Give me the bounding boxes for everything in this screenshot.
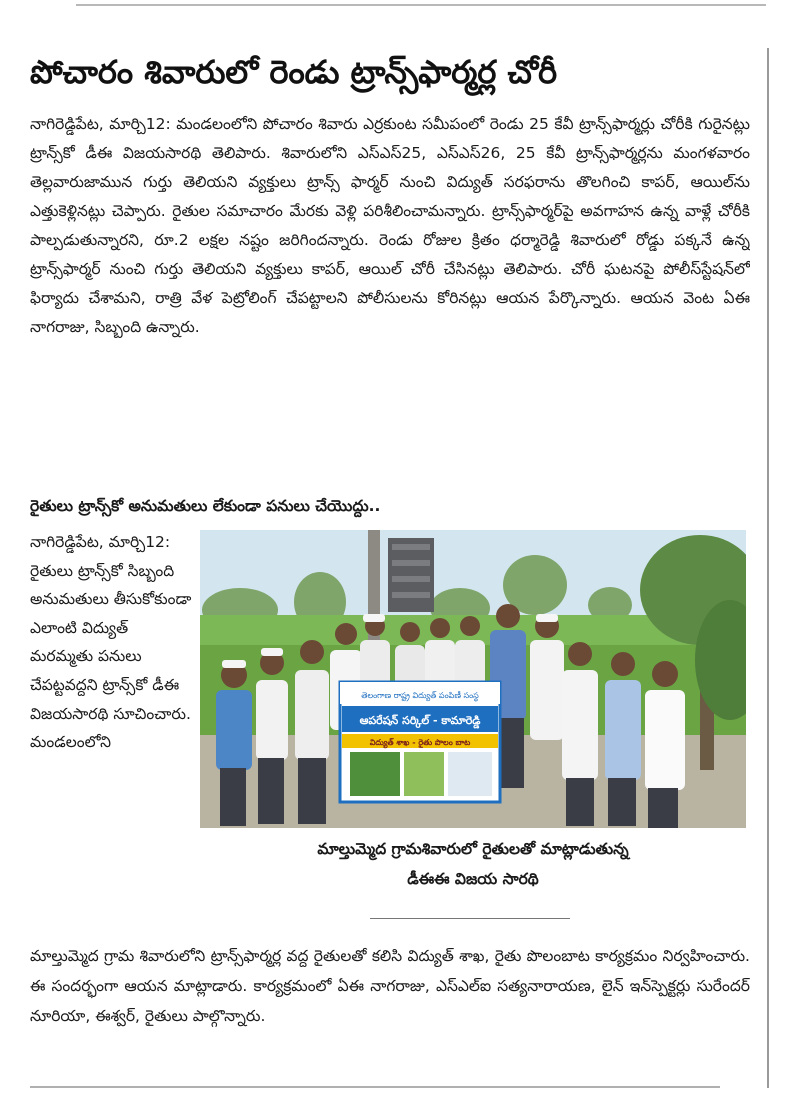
photo-illustration <box>200 530 746 828</box>
banner-subtitle: ఆపరేషన్ సర్కిల్ - కామారెడ్డి <box>359 714 481 727</box>
bottom-rule <box>30 1086 720 1088</box>
article-subheading: రైతులు ట్రాన్స్‌కో అనుమతులు లేకుండా పనులు చేయొద్దు.. <box>30 497 381 515</box>
column-rule <box>767 48 769 1088</box>
caption-line-1: మాల్తుమ్మెద గ్రామశివారులో రైతులతో మాట్లాడుతున్న <box>317 840 629 858</box>
caption-rule <box>370 918 570 919</box>
banner-title: తెలంగాణ రాష్ట్ర విద్యుత్ పంపిణీ సంస్థ <box>361 691 479 700</box>
article-paragraph-1: నాగిరెడ్డిపేట, మార్చి12: మండలంలోని పోచారం శివారు ఎర్రకుంట సమీపంలో రెండు 25 కేవీ ట్రాన్స్‌ఫార్మర్లు చోరీకి గురైనట్లు ట్రాన్స్‌కో డీఈ విజయసారథి తెలిపారు. శివారులోని ఎస్ఎస్25, ఎస్ఎస్26, 25 కేవీ ట్రాన్స్‌ఫార్మర్లను మంగళవారం తెల్లవారుజామున గుర్తు తెలియని వ్యక్తులు ట్రాన్స్ ఫార్మర్ నుంచి విద్యుత్ సరఫరాను తొలగించి కాపర్, ఆయిల్‌ను ఎత్తుకెళ్లినట్లు చెప్పారు. రైతుల సమాచారం మేరకు వెళ్లి పరిశీలించామన్నారు. ట్రాన్స్‌ఫార్మర్‌పై అవగాహన ఉన్న వాళ్లే చోరీకి పాల్పడుతున్నారని, రూ.2 లక్షల నష్టం జరిగిందన్నారు. రెండు రోజుల క్రితం ధర్మారెడ్డి శివారులో రోడ్డు పక్కనే ఉన్న ట్రాన్స్‌ఫార్మర్ నుంచి గుర్తు తెలియని వ్యక్తులు కాపర్, ఆయిల్ చోరీ చేసినట్లు తెలిపారు. చోరీ ఘటనపై పోలీస్‌స్టేషన్‌లో ఫిర్యాదు చేశామని, రాత్రి వేళ పెట్రోలింగ్ చేపట్టాలని పోలీసులను కోరినట్లు ఆయన పేర్కొన్నారు. ఆయన వెంట ఏఈ నాగరాజు, సిబ్బంది ఉన్నారు. <box>30 115 750 336</box>
article-column-text: నాగిరెడ్డిపేట, మార్చి12: రైతులు ట్రాన్స్‌కో సిబ్బంది అనుమతులు తీసుకోకుండా ఎలాంటి విద్యుత్ మరమ్మతు పనులు చేపట్టవద్దని ట్రాన్స్‌కో డీఈ విజయసారథి సూచించారు. మండలంలోని <box>30 533 192 752</box>
article-headline: పోచారం శివారులో రెండు ట్రాన్స్‌ఫార్మర్ల చోరీ <box>30 53 558 91</box>
farmers-banner <box>340 682 500 802</box>
banner-slogan: విద్యుత్ శాఖ - రైతు పొలం బాట <box>369 738 471 747</box>
top-rule <box>76 4 766 6</box>
photo-caption <box>200 834 746 894</box>
caption-line-2: డీఈఈ విజయ సారథి <box>407 870 539 888</box>
article-paragraph-2: మాల్తుమ్మెద గ్రామ శివారులోని ట్రాన్స్‌ఫార్మర్ల వద్ద రైతులతో కలిసి విద్యుత్ శాఖ, రైతు పొలంబాట కార్యక్రమం నిర్వహించారు. ఈ సందర్భంగా ఆయన మాట్లాడారు. కార్యక్రమంలో ఏఈ నాగరాజు, ఎస్ఎల్ఐ సత్యనారాయణ, లైన్ ఇన్‌స్పెక్టర్లు సురేందర్ నూరియా, ఈశ్వర్, రైతులు పాల్గొన్నారు. <box>30 947 750 1025</box>
news-photo <box>200 530 746 828</box>
